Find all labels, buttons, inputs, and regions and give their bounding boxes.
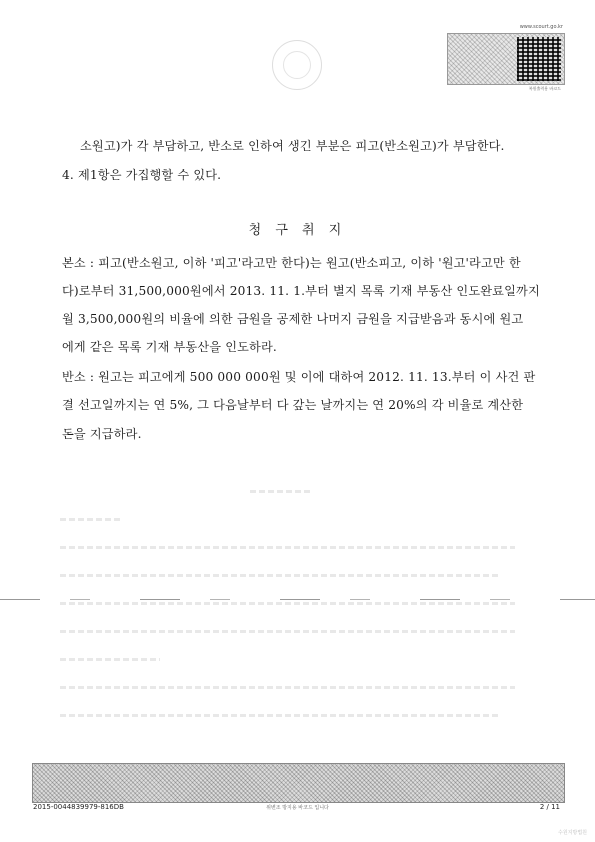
faded-line [60, 602, 515, 605]
faded-text-block [60, 480, 530, 730]
faded-line [60, 546, 515, 549]
page-number: 2 / 11 [539, 803, 560, 811]
qr-code-icon [517, 37, 561, 81]
claim-line-7: 돈을 지급하라. [62, 427, 142, 441]
section-heading: 청 구 취 지 [248, 223, 347, 238]
claim-line-3: 월 3,500,000원의 비율에 의한 금원을 공제한 나머지 금원을 지급받음과 동시에 원고 [62, 312, 524, 326]
faded-line [60, 658, 160, 661]
verification-block [447, 24, 563, 91]
faded-line [60, 714, 500, 717]
claim-line-4: 에게 같은 목록 기재 부동산을 인도하라. [62, 340, 277, 354]
scan-fold-line [0, 599, 595, 600]
court-watermark: 수원지방법원 [558, 830, 587, 836]
verification-pattern [447, 33, 565, 85]
claim-line-6: 결 선고일까지는 연 5%, 그 다음날부터 다 갚는 날까지는 연 20%의 각 비율로 계산한 [62, 398, 524, 412]
verify-caption: 복원출력용 바코드 [528, 86, 561, 91]
faded-line [60, 518, 120, 521]
body-line-2: 4. 제1항은 가집행할 수 있다. [62, 168, 222, 182]
barcode-note: 위변조 방지용 바코드 입니다 [266, 805, 329, 811]
claim-line-1: 본소 : 피고(반소원고, 이하 '피고'라고만 한다)는 원고(반소피고, 이하 '원고'라고만 한 [62, 256, 521, 270]
claim-line-5: 반소 : 원고는 피고에게 500 000 000원 및 이에 대하여 2012. 11. 13.부터 이 사건 판 [62, 370, 536, 384]
anti-forgery-barcode [32, 763, 565, 803]
faded-line [60, 574, 500, 577]
faded-line [60, 686, 515, 689]
claim-line-2: 다)로부터 31,500,000원에서 2013. 11. 1.부터 별지 목록 기재 부동산 인도완료일까지 [62, 284, 540, 298]
faded-line [250, 490, 310, 493]
body-line-1: 소원고)가 각 부담하고, 반소로 인하여 생긴 부분은 피고(반소원고)가 부담한다. [80, 139, 505, 153]
verify-url: www.scourt.go.kr [519, 24, 563, 30]
court-seal-stamp [272, 40, 322, 90]
faded-line [60, 630, 515, 633]
document-id: 2015-0044839979-816DB [33, 803, 124, 811]
